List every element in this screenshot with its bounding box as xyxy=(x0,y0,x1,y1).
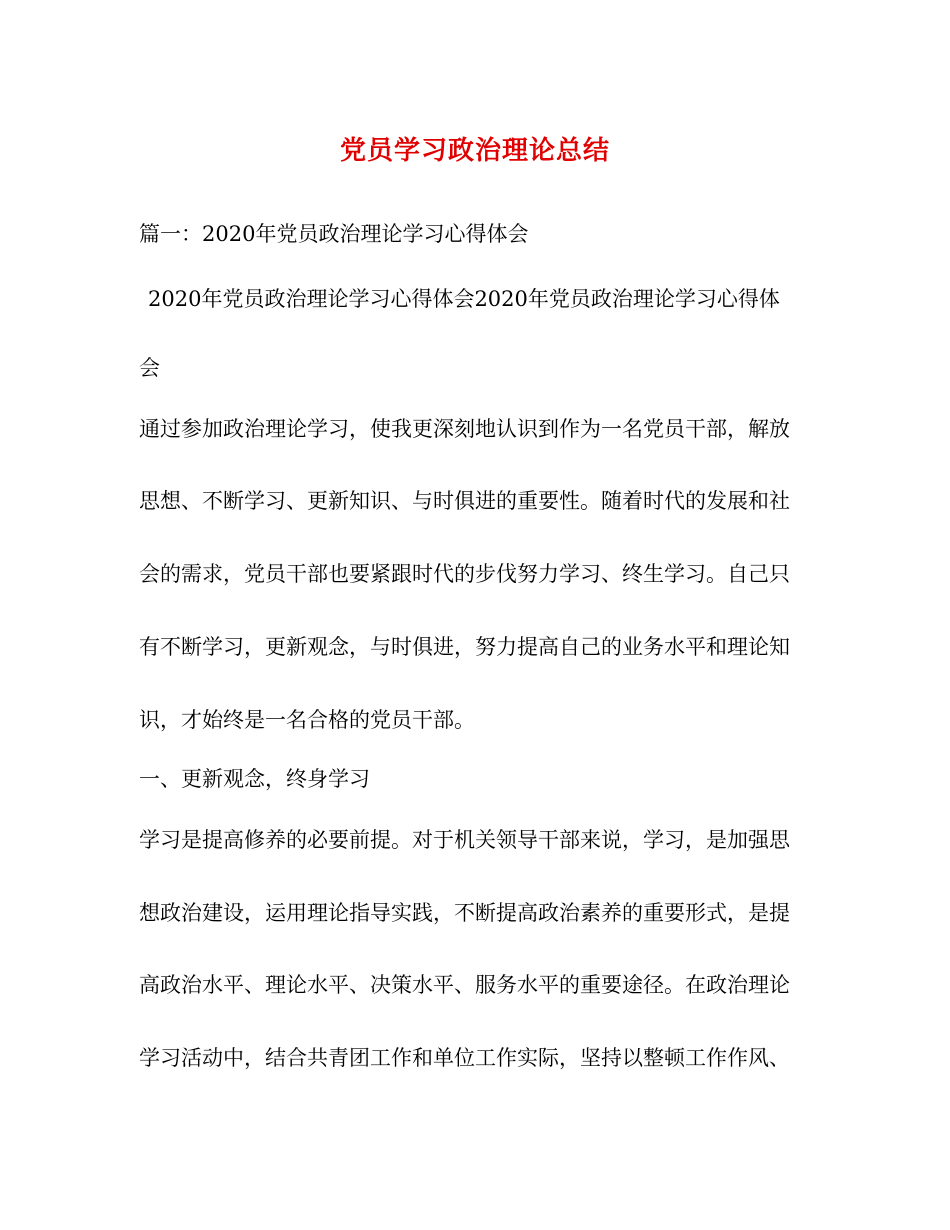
paragraph-line: 思想、不断学习、更新知识、与时俱进的重要性。随着时代的发展和社 xyxy=(139,489,790,513)
paragraph-line: 通过参加政治理论学习，使我更深刻地认识到作为一名党员干部，解放 xyxy=(139,417,790,441)
section-heading: 一、更新观念，终身学习 xyxy=(139,767,370,791)
paragraph-line: 有不断学习，更新观念，与时俱进，努力提高自己的业务水平和理论知 xyxy=(139,635,790,659)
paragraph-line: 会 xyxy=(139,356,160,380)
paragraph-line: 想政治建设，运用理论指导实践，不断提高政治素养的重要形式，是提 xyxy=(139,901,790,925)
paragraph-line: 学习活动中，结合共青团工作和单位工作实际，坚持以整顿工作作风、 xyxy=(139,1046,790,1070)
section-heading: 篇一：2020年党员政治理论学习心得体会 xyxy=(139,222,529,246)
paragraph-line: 高政治水平、理论水平、决策水平、服务水平的重要途径。在政治理论 xyxy=(139,973,790,997)
document-title: 党员学习政治理论总结 xyxy=(339,136,610,166)
paragraph-line: 会的需求，党员干部也要紧跟时代的步伐努力学习、终生学习。自己只 xyxy=(139,562,790,586)
paragraph-line: 2020年党员政治理论学习心得体会2020年党员政治理论学习心得体 xyxy=(148,287,780,311)
paragraph-line: 学习是提高修养的必要前提。对于机关领导干部来说，学习，是加强思 xyxy=(139,828,790,852)
paragraph-line: 识，才始终是一名合格的党员干部。 xyxy=(139,708,475,732)
